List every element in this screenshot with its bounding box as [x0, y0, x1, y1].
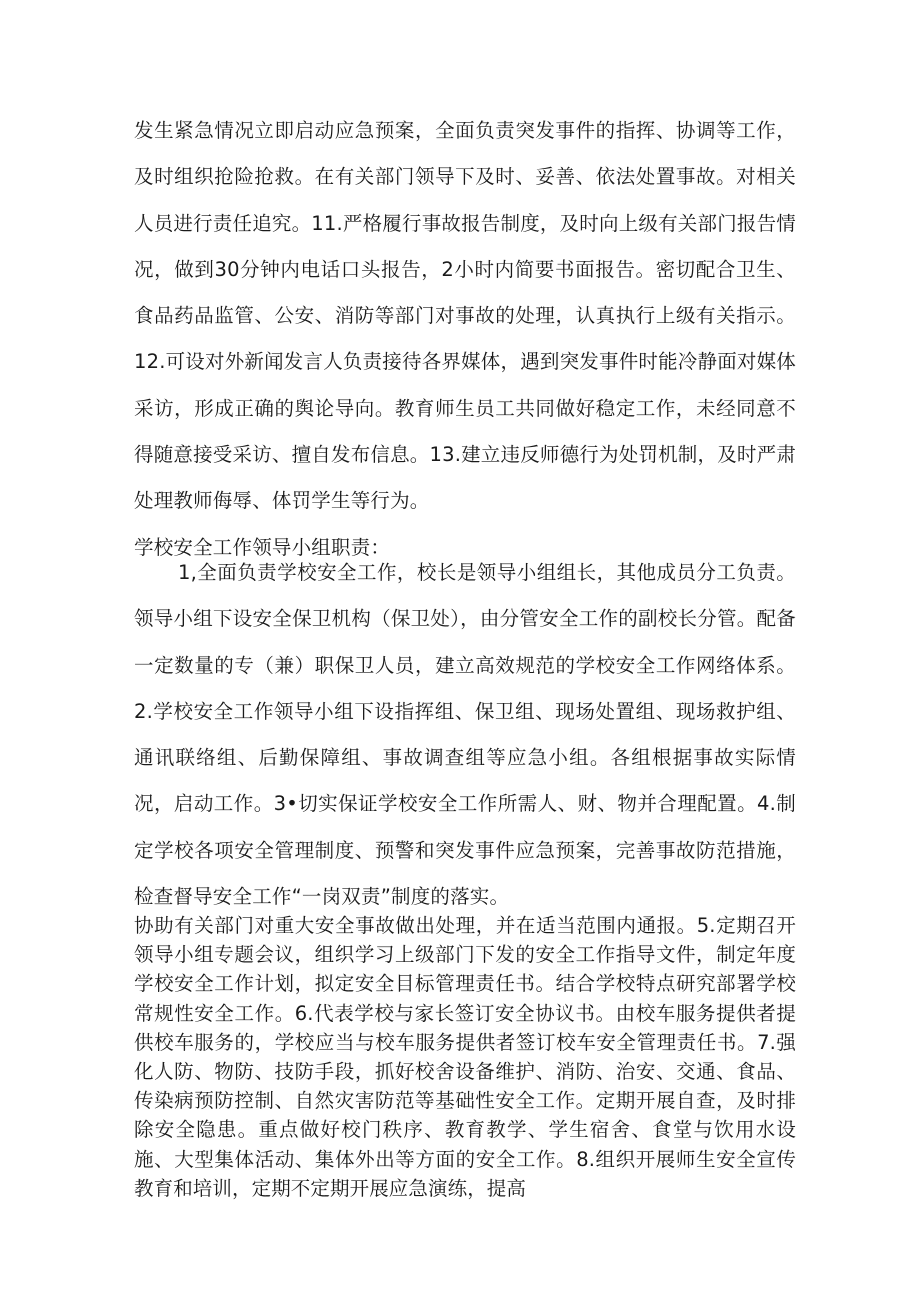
paragraph-leadership-duties: 1,全面负责学校安全工作，校长是领导小组组长，其他成员分工负责。领导小组下设安全保卫机构（保卫处），由分管安全工作的副校长分管。配备一定数量的专（兼）职保卫人员，建立高效规范的学校安全工作网络体系。2.学校安全工作领导小组下设指挥组、保卫组、现场处置组、现场救护组、通讯联络组、后勤保障组、事故调查组等应急小组。各组根据事故实际情况，启动工作。3•切实保证学校安全工作所需人、财、物并合理配置。4.制定学校各项安全管理制度、预警和突发事件应急预案，完善事故防范措施，检查督导安全工作“一岗双责”制度的落实。: [134, 561, 796, 909]
paragraph-accident-handling: 协助有关部门对重大安全事故做出处理，并在适当范围内通报。5.定期召开领导小组专题会议，组织学习上级部门下发的安全工作指导文件，制定年度学校安全工作计划，拟定安全目标管理责任书。结合学校特点研究部署学校常规性安全工作。6.代表学校与家长签订安全协议书。由校车服务提供者提供校车服务的，学校应当与校车服务提供者签订校车安全管理责任书。7.强化人防、物防、技防手段，抓好校舍设备维护、消防、治安、交通、食品、传染病预防控制、自然灾害防范等基础性安全工作。定期开展自查，及时排除安全隐患。重点做好校门秩序、教育教学、学生宿舍、食堂与饮用水设施、大型集体活动、集体外出等方面的安全工作。8.组织开展师生安全宣传教育和培训，定期不定期开展应急演练，提高: [134, 914, 796, 1200]
text-block-upper: [134, 108, 796, 571]
text-block-middle: [134, 550, 796, 920]
section-heading: 学校安全工作领导小组职责：: [134, 535, 391, 559]
paragraph-emergency-response: 发生紧急情况立即启动应急预案，全面负责突发事件的指挥、协调等工作，及时组织抢险抢救。在有关部门领导下及时、妥善、依法处置事故。对相关人员进行责任追究。11.严格履行事故报告制度，及时向上级有关部门报告情况，做到30分钟内电话口头报告，2小时内简要书面报告。密切配合卫生、食品药品监管、公安、消防等部门对事故的处理，认真执行上级有关指示。12.可设对外新闻发言人负责接待各界媒体，遇到突发事件时能冷静面对媒体采访，形成正确的舆论导向。教育师生员工共同做好稳定工作，未经同意不得随意接受采访、擅自发布信息。13.建立违反师德行为处罚机制，及时严肃处理教师侮辱、体罚学生等行为。: [134, 119, 797, 513]
text-block-lower: [134, 911, 796, 1203]
